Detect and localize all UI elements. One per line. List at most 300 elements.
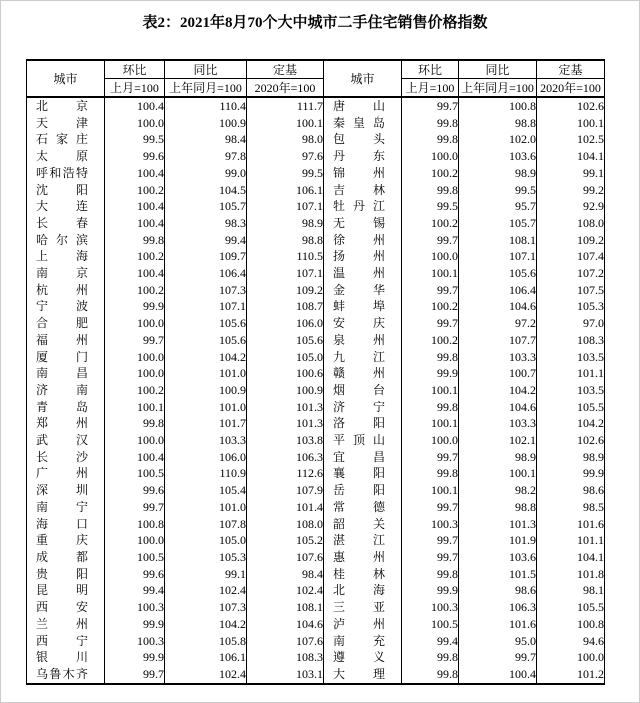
city-name: 太原: [36, 149, 88, 164]
city-name: 成都: [36, 549, 88, 564]
mom-value: 100.2: [105, 248, 165, 265]
mom-value: 100.4: [105, 97, 165, 115]
table-row: [27, 599, 605, 616]
fixed-base-value: 102.4: [247, 582, 324, 599]
mom-value: 99.7: [105, 332, 165, 349]
fixed-base-value: 98.0: [247, 131, 324, 148]
fixed-base-value: 105.3: [537, 298, 605, 315]
fixed-base-value: 100.8: [537, 616, 605, 633]
mom-value: 99.7: [402, 97, 459, 115]
city-cell: [27, 666, 105, 684]
city-name: 烟台: [333, 382, 385, 397]
yoy-value: 98.4: [165, 131, 247, 148]
yoy-value: 105.0: [165, 532, 247, 549]
city-cell: [324, 499, 402, 516]
fixed-base-value: 107.5: [537, 282, 605, 299]
city-name: 扬州: [333, 249, 385, 264]
city-name: 唐山: [333, 99, 385, 113]
yoy-value: 98.9: [459, 165, 537, 182]
city-cell: [27, 633, 105, 650]
city-cell: [324, 248, 402, 265]
mom-value: 100.2: [402, 215, 459, 232]
city-name: 襄阳: [333, 466, 385, 481]
header-mom-left: 环比: [105, 60, 165, 79]
mom-value: 99.8: [402, 182, 459, 199]
city-cell: [324, 649, 402, 666]
mom-value: 100.1: [402, 482, 459, 499]
city-name: 天津: [36, 115, 88, 130]
price-index-table: [26, 59, 605, 685]
mom-value: 100.1: [402, 265, 459, 282]
yoy-value: 102.0: [459, 131, 537, 148]
fixed-base-value: 98.9: [537, 449, 605, 466]
yoy-value: 110.9: [165, 465, 247, 482]
city-name: 大连: [36, 199, 88, 214]
city-name: 大理: [333, 666, 385, 681]
mom-value: 99.8: [402, 131, 459, 148]
table-row: [27, 582, 605, 599]
mom-value: 100.4: [105, 215, 165, 232]
yoy-value: 107.3: [165, 282, 247, 299]
table-row: [27, 232, 605, 249]
mom-value: 100.0: [105, 365, 165, 382]
city-cell: [27, 298, 105, 315]
city-cell: [27, 365, 105, 382]
table-row: [27, 282, 605, 299]
city-name: 韶关: [333, 516, 385, 531]
table-row: [27, 332, 605, 349]
city-name: 无锡: [333, 215, 385, 230]
fixed-base-value: 106.0: [247, 315, 324, 332]
header-fixed-left: 定基: [247, 60, 324, 79]
mom-value: 99.7: [402, 449, 459, 466]
yoy-value: 107.1: [165, 298, 247, 315]
city-name: 深圳: [36, 483, 88, 498]
city-name: 锦州: [333, 165, 385, 180]
city-cell: [27, 499, 105, 516]
city-name: 重庆: [36, 533, 88, 548]
city-cell: [324, 115, 402, 132]
city-cell: [324, 666, 402, 684]
city-name: 遵义: [333, 650, 385, 665]
yoy-value: 103.6: [459, 148, 537, 165]
city-cell: [324, 599, 402, 616]
fixed-base-value: 97.6: [247, 148, 324, 165]
mom-value: 100.5: [402, 616, 459, 633]
table-row: [27, 198, 605, 215]
table-row: [27, 131, 605, 148]
mom-value: 99.6: [105, 566, 165, 583]
city-cell: [324, 516, 402, 533]
yoy-value: 100.9: [165, 382, 247, 399]
city-cell: [324, 616, 402, 633]
yoy-value: 106.4: [165, 265, 247, 282]
yoy-value: 101.9: [459, 532, 537, 549]
city-cell: [27, 415, 105, 432]
city-cell: [324, 415, 402, 432]
city-cell: [324, 97, 402, 115]
fixed-base-value: 107.1: [247, 265, 324, 282]
fixed-base-value: 107.1: [247, 198, 324, 215]
city-name: 包头: [333, 132, 385, 147]
mom-value: 100.4: [105, 198, 165, 215]
city-cell: [324, 131, 402, 148]
fixed-base-value: 103.1: [247, 666, 324, 684]
yoy-value: 105.7: [459, 215, 537, 232]
fixed-base-value: 101.3: [247, 415, 324, 432]
city-cell: [27, 248, 105, 265]
yoy-value: 105.6: [459, 265, 537, 282]
yoy-value: 101.0: [165, 365, 247, 382]
mom-value: 99.6: [105, 482, 165, 499]
mom-value: 99.4: [402, 633, 459, 650]
fixed-base-value: 102.5: [537, 131, 605, 148]
mom-value: 100.1: [402, 415, 459, 432]
yoy-value: 106.4: [459, 282, 537, 299]
city-cell: [27, 165, 105, 182]
city-cell: [324, 582, 402, 599]
mom-value: 99.8: [402, 399, 459, 416]
yoy-value: 103.6: [459, 549, 537, 566]
city-name: 金华: [333, 282, 385, 297]
table-row: [27, 148, 605, 165]
city-name: 沈阳: [36, 182, 88, 197]
city-name: 宁波: [36, 299, 88, 314]
fixed-base-value: 100.1: [247, 115, 324, 132]
table-row: [27, 349, 605, 366]
yoy-value: 107.7: [459, 332, 537, 349]
city-name: 赣州: [333, 366, 385, 381]
city-name: 牡丹江: [333, 199, 385, 214]
table-title: 表2：2021年8月70个大中城市二手住宅销售价格指数: [142, 15, 488, 31]
mom-value: 100.0: [105, 115, 165, 132]
city-name: 惠州: [333, 549, 385, 564]
city-cell: [27, 265, 105, 282]
fixed-base-value: 107.6: [247, 549, 324, 566]
table-row: [27, 633, 605, 650]
table-row: [27, 365, 605, 382]
city-name: 银川: [36, 650, 88, 665]
yoy-value: 99.7: [459, 649, 537, 666]
fixed-base-value: 100.9: [247, 382, 324, 399]
yoy-value: 97.2: [459, 315, 537, 332]
yoy-value: 104.2: [165, 616, 247, 633]
fixed-base-value: 108.3: [247, 649, 324, 666]
yoy-value: 104.5: [165, 182, 247, 199]
city-name: 泉州: [333, 332, 385, 347]
table-row: [27, 97, 605, 115]
city-name: 岳阳: [333, 483, 385, 498]
mom-value: 100.0: [105, 432, 165, 449]
yoy-value: 98.8: [459, 115, 537, 132]
city-name: 昆明: [36, 583, 88, 598]
yoy-value: 99.5: [459, 182, 537, 199]
yoy-value: 101.5: [459, 566, 537, 583]
city-name: 吉林: [333, 182, 385, 197]
city-name: 平顶山: [333, 433, 385, 448]
city-name: 西安: [36, 600, 88, 615]
city-cell: [27, 582, 105, 599]
fixed-base-value: 102.6: [537, 432, 605, 449]
city-cell: [324, 232, 402, 249]
mom-value: 100.0: [402, 148, 459, 165]
fixed-base-value: 103.5: [537, 382, 605, 399]
city-cell: [324, 365, 402, 382]
fixed-base-value: 108.3: [537, 332, 605, 349]
fixed-base-value: 98.6: [537, 482, 605, 499]
table-row: [27, 248, 605, 265]
city-name: 丹东: [333, 149, 385, 164]
city-cell: [27, 282, 105, 299]
city-name: 海口: [36, 516, 88, 531]
city-name: 青岛: [36, 399, 88, 414]
city-cell: [324, 148, 402, 165]
mom-value: 100.3: [105, 633, 165, 650]
yoy-value: 104.6: [459, 298, 537, 315]
fixed-base-value: 105.5: [537, 399, 605, 416]
mom-value: 99.9: [402, 582, 459, 599]
table-row: [27, 499, 605, 516]
mom-value: 99.8: [105, 415, 165, 432]
city-cell: [324, 432, 402, 449]
mom-value: 100.4: [105, 265, 165, 282]
mom-value: 99.8: [402, 349, 459, 366]
city-name: 合肥: [36, 316, 88, 331]
table-row: [27, 566, 605, 583]
fixed-base-value: 101.4: [247, 499, 324, 516]
yoy-value: 103.3: [459, 349, 537, 366]
fixed-base-value: 100.6: [247, 365, 324, 382]
yoy-value: 99.0: [165, 165, 247, 182]
yoy-value: 105.6: [165, 332, 247, 349]
city-name: 洛阳: [333, 416, 385, 431]
fixed-base-value: 110.5: [247, 248, 324, 265]
mom-value: 100.3: [402, 599, 459, 616]
yoy-value: 95.7: [459, 198, 537, 215]
city-name: 长沙: [36, 449, 88, 464]
yoy-value: 104.2: [165, 349, 247, 366]
city-cell: [324, 298, 402, 315]
yoy-value: 104.2: [459, 382, 537, 399]
yoy-value: 102.1: [459, 432, 537, 449]
city-cell: [27, 599, 105, 616]
fixed-base-value: 92.9: [537, 198, 605, 215]
city-cell: [324, 282, 402, 299]
city-cell: [27, 148, 105, 165]
mom-value: 99.9: [105, 616, 165, 633]
city-name: 湛江: [333, 533, 385, 548]
city-name: 福州: [36, 332, 88, 347]
header-mom-base-right: 上月=100: [402, 79, 459, 98]
table-row: [27, 215, 605, 232]
table-row: [27, 432, 605, 449]
mom-value: 100.0: [105, 349, 165, 366]
city-cell: [27, 532, 105, 549]
mom-value: 99.7: [402, 232, 459, 249]
city-name: 安庆: [333, 316, 385, 331]
yoy-value: 107.8: [165, 516, 247, 533]
table-row: [27, 182, 605, 199]
city-name: 武汉: [36, 433, 88, 448]
city-cell: [324, 332, 402, 349]
fixed-base-value: 107.2: [537, 265, 605, 282]
mom-value: 99.7: [402, 532, 459, 549]
table-row: [27, 382, 605, 399]
city-cell: [27, 449, 105, 466]
table-row: [27, 115, 605, 132]
city-name: 秦皇岛: [333, 115, 385, 130]
fixed-base-value: 100.0: [537, 649, 605, 666]
table-row: [27, 616, 605, 633]
header-yoy-left: 同比: [165, 60, 247, 79]
mom-value: 100.2: [105, 282, 165, 299]
header-fixed-base-right: 2020年=100: [537, 79, 605, 98]
city-name: 广州: [36, 466, 88, 481]
yoy-value: 104.6: [459, 399, 537, 416]
mom-value: 99.7: [105, 666, 165, 684]
city-cell: [27, 649, 105, 666]
city-cell: [27, 97, 105, 115]
city-name: 乌鲁木齐: [36, 666, 88, 681]
yoy-value: 109.7: [165, 248, 247, 265]
city-cell: [324, 198, 402, 215]
city-name: 贵阳: [36, 566, 88, 581]
mom-value: 100.0: [402, 432, 459, 449]
mom-value: 99.8: [402, 649, 459, 666]
city-cell: [27, 482, 105, 499]
yoy-value: 98.9: [459, 449, 537, 466]
mom-value: 99.9: [105, 649, 165, 666]
city-cell: [324, 265, 402, 282]
city-cell: [27, 616, 105, 633]
table-row: [27, 666, 605, 684]
city-name: 南京: [36, 266, 88, 281]
table-row: [27, 399, 605, 416]
yoy-value: 100.9: [165, 115, 247, 132]
fixed-base-value: 111.7: [247, 97, 324, 115]
city-name: 郑州: [36, 416, 88, 431]
city-cell: [27, 115, 105, 132]
city-cell: [27, 516, 105, 533]
mom-value: 100.0: [105, 532, 165, 549]
fixed-base-value: 107.4: [537, 248, 605, 265]
yoy-value: 103.3: [459, 415, 537, 432]
city-name: 西宁: [36, 633, 88, 648]
city-name: 南充: [333, 633, 385, 648]
mom-value: 99.7: [402, 549, 459, 566]
mom-value: 99.6: [105, 148, 165, 165]
fixed-base-value: 97.0: [537, 315, 605, 332]
table-row: [27, 532, 605, 549]
header-yoy-base-left: 上年同月=100: [165, 79, 247, 98]
table-row: [27, 265, 605, 282]
mom-value: 100.4: [105, 449, 165, 466]
yoy-value: 107.3: [165, 599, 247, 616]
fixed-base-value: 101.8: [537, 566, 605, 583]
city-name: 哈尔滨: [36, 232, 88, 247]
header-yoy-right: 同比: [459, 60, 537, 79]
mom-value: 99.4: [105, 582, 165, 599]
table-row: [27, 315, 605, 332]
mom-value: 100.0: [402, 248, 459, 265]
fixed-base-value: 104.6: [247, 616, 324, 633]
city-cell: [324, 315, 402, 332]
yoy-value: 105.4: [165, 482, 247, 499]
yoy-value: 101.0: [165, 399, 247, 416]
header-city-left: 城市: [27, 60, 105, 97]
header-row-base: [27, 79, 605, 98]
yoy-value: 105.3: [165, 549, 247, 566]
city-cell: [27, 465, 105, 482]
mom-value: 99.8: [402, 666, 459, 684]
city-cell: [324, 532, 402, 549]
mom-value: 99.5: [402, 198, 459, 215]
city-cell: [324, 482, 402, 499]
mom-value: 99.8: [402, 465, 459, 482]
fixed-base-value: 108.0: [247, 516, 324, 533]
city-cell: [324, 349, 402, 366]
fixed-base-value: 98.8: [247, 232, 324, 249]
fixed-base-value: 101.2: [537, 666, 605, 684]
yoy-value: 100.4: [459, 666, 537, 684]
mom-value: 100.1: [105, 399, 165, 416]
mom-value: 99.7: [402, 499, 459, 516]
city-cell: [27, 215, 105, 232]
city-name: 长春: [36, 215, 88, 230]
city-cell: [27, 549, 105, 566]
mom-value: 99.7: [402, 282, 459, 299]
city-cell: [324, 399, 402, 416]
fixed-base-value: 104.1: [537, 148, 605, 165]
fixed-base-value: 98.1: [537, 582, 605, 599]
header-fixed-base-left: 2020年=100: [247, 79, 324, 98]
city-cell: [324, 382, 402, 399]
fixed-base-value: 108.1: [247, 599, 324, 616]
city-name: 蚌埠: [333, 299, 385, 314]
city-cell: [324, 633, 402, 650]
city-cell: [27, 315, 105, 332]
mom-value: 99.8: [402, 566, 459, 583]
fixed-base-value: 103.5: [537, 349, 605, 366]
city-name: 呼和浩特: [36, 165, 88, 180]
table-row: [27, 465, 605, 482]
yoy-value: 98.2: [459, 482, 537, 499]
mom-value: 100.2: [105, 382, 165, 399]
yoy-value: 106.1: [165, 649, 247, 666]
city-name: 南昌: [36, 366, 88, 381]
header-fixed-right: 定基: [537, 60, 605, 79]
city-name: 宜昌: [333, 449, 385, 464]
city-name: 泸州: [333, 616, 385, 631]
yoy-value: 105.7: [165, 198, 247, 215]
yoy-value: 98.3: [165, 215, 247, 232]
fixed-base-value: 99.9: [537, 465, 605, 482]
city-cell: [27, 399, 105, 416]
fixed-base-value: 98.9: [247, 215, 324, 232]
yoy-value: 106.3: [459, 599, 537, 616]
mom-value: 100.3: [105, 599, 165, 616]
fixed-base-value: 105.5: [537, 599, 605, 616]
city-cell: [27, 198, 105, 215]
fixed-base-value: 101.3: [247, 399, 324, 416]
fixed-base-value: 98.5: [537, 499, 605, 516]
city-name: 济南: [36, 382, 88, 397]
city-name: 桂林: [333, 566, 385, 581]
city-cell: [324, 215, 402, 232]
table-row: [27, 415, 605, 432]
yoy-value: 107.1: [459, 248, 537, 265]
city-name: 九江: [333, 349, 385, 364]
